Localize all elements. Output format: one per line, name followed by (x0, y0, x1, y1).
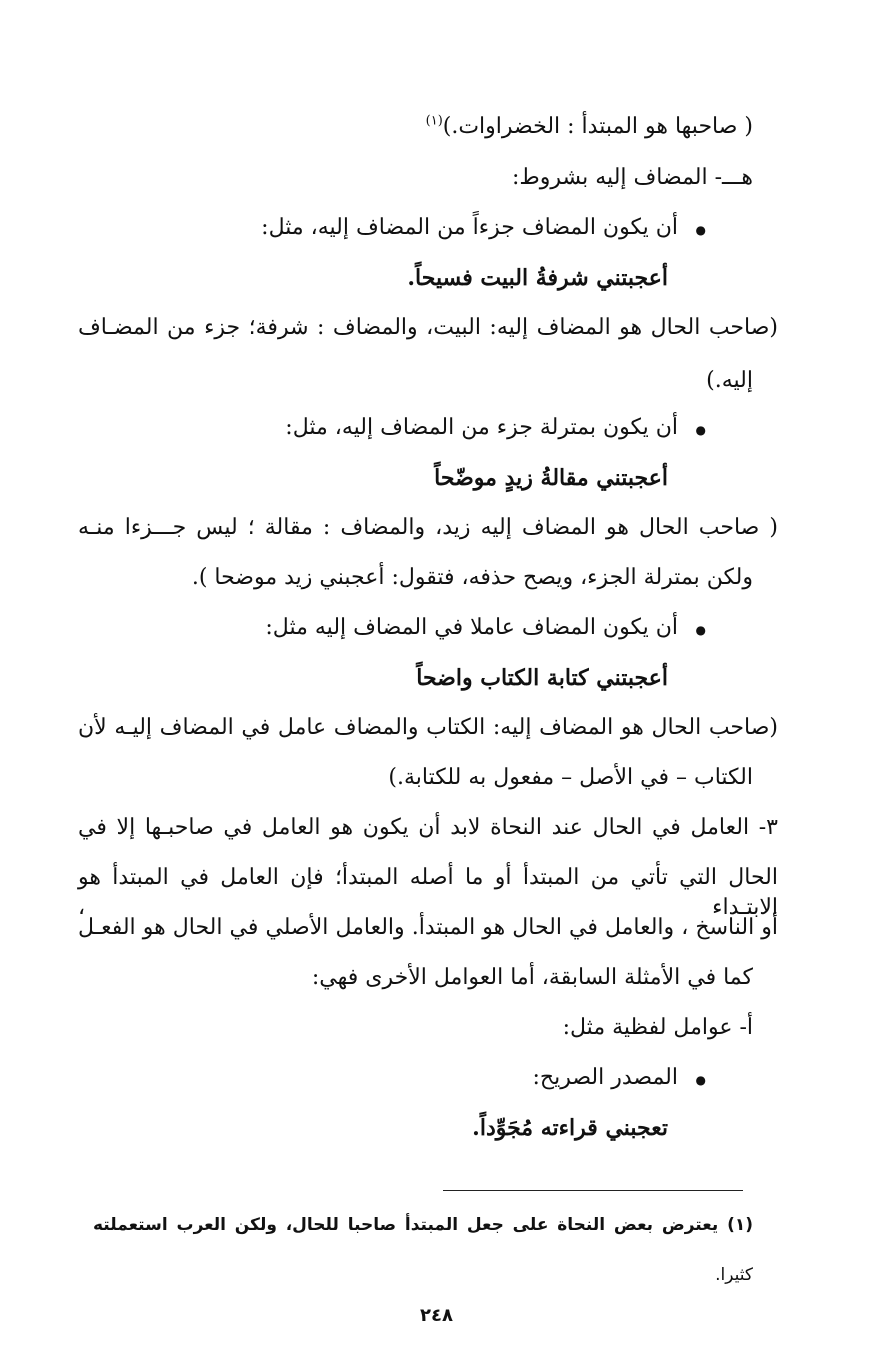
text-line-16: الحال التي تأتي من المبتدأ أو ما أصله المبتدأ؛ فإن العامل في المبتدأ هو الابتـداء ، (78, 865, 778, 920)
footnote-line-2: كثيرا. (715, 1265, 753, 1285)
footnote-separator (443, 1190, 743, 1191)
text-line-10: ولكن بمترلة الجزء، ويصح حذفه، فتقول: أعجبني زيد موضحا ). (191, 565, 753, 590)
text-line-17: أو الناسخ ، والعامل في الحال هو المبتدأ. والعامل الأصلي في الحال هو الفعـل (78, 915, 778, 940)
example-1: أعجبتني شرفةُ البيت فسيحاً. (407, 265, 668, 291)
bullet-condition-1: ● أن يكون المضاف جزءاً من المضاف إليه، مثل: (261, 213, 678, 243)
text-line-5: (صاحب الحال هو المضاف إليه: البيت، والمضاف : شرفة؛ جزء من المضـاف (78, 315, 778, 340)
text-line-15: ٣- العامل في الحال عند النحاة لابد أن يكون هو العامل في صاحبـها إلا في (78, 815, 778, 840)
text-line-6: إليه.) (706, 368, 753, 393)
page-number: ٢٤٨ (420, 1305, 453, 1326)
example-2: أعجبتني مقالةُ زيدٍ موضّحاً (434, 465, 668, 491)
subsection-heading-alif: أ- عوامل لفظية مثل: (562, 1015, 753, 1040)
text-line-13: (صاحب الحال هو المضاف إليه: الكتاب والمضاف عامل في المضاف إليـه لأن (78, 715, 778, 740)
bullet-condition-3: ● أن يكون المضاف عاملا في المضاف إليه مثل: (265, 613, 678, 643)
footnote-line-1: (١) يعترض بعض النحاة على جعل المبتدأ صاحبا للحال، ولكن العرب استعملته (93, 1215, 754, 1235)
footnote-ref: (١) (425, 113, 443, 129)
bullet-condition-2: ● أن يكون بمترلة جزء من المضاف إليه، مثل: (285, 413, 678, 443)
footnote-marker: (١) (727, 1215, 754, 1235)
text-line-14: الكتاب – في الأصل – مفعول به للكتابة.) (388, 765, 753, 790)
example-3: أعجبتني كتابة الكتاب واضحاً (416, 665, 668, 691)
text-line-9: ( صاحب الحال هو المضاف إليه زيد، والمضاف : مقالة ؛ ليس جـــزءا منـه (78, 515, 778, 540)
section-heading-he: هـــ- المضاف إليه بشروط: (512, 165, 753, 190)
text-line-1: ( صاحبها هو المبتدأ : الخضراوات.)$^{(١)}$ (425, 113, 753, 139)
text-line-18: كما في الأمثلة السابقة، أما العوامل الأخرى فهي: (311, 965, 753, 990)
example-4: تعجبني قراءته مُجَوِّداً. (472, 1115, 668, 1141)
bullet-explicit-masdar: ● المصدر الصريح: (532, 1063, 678, 1093)
